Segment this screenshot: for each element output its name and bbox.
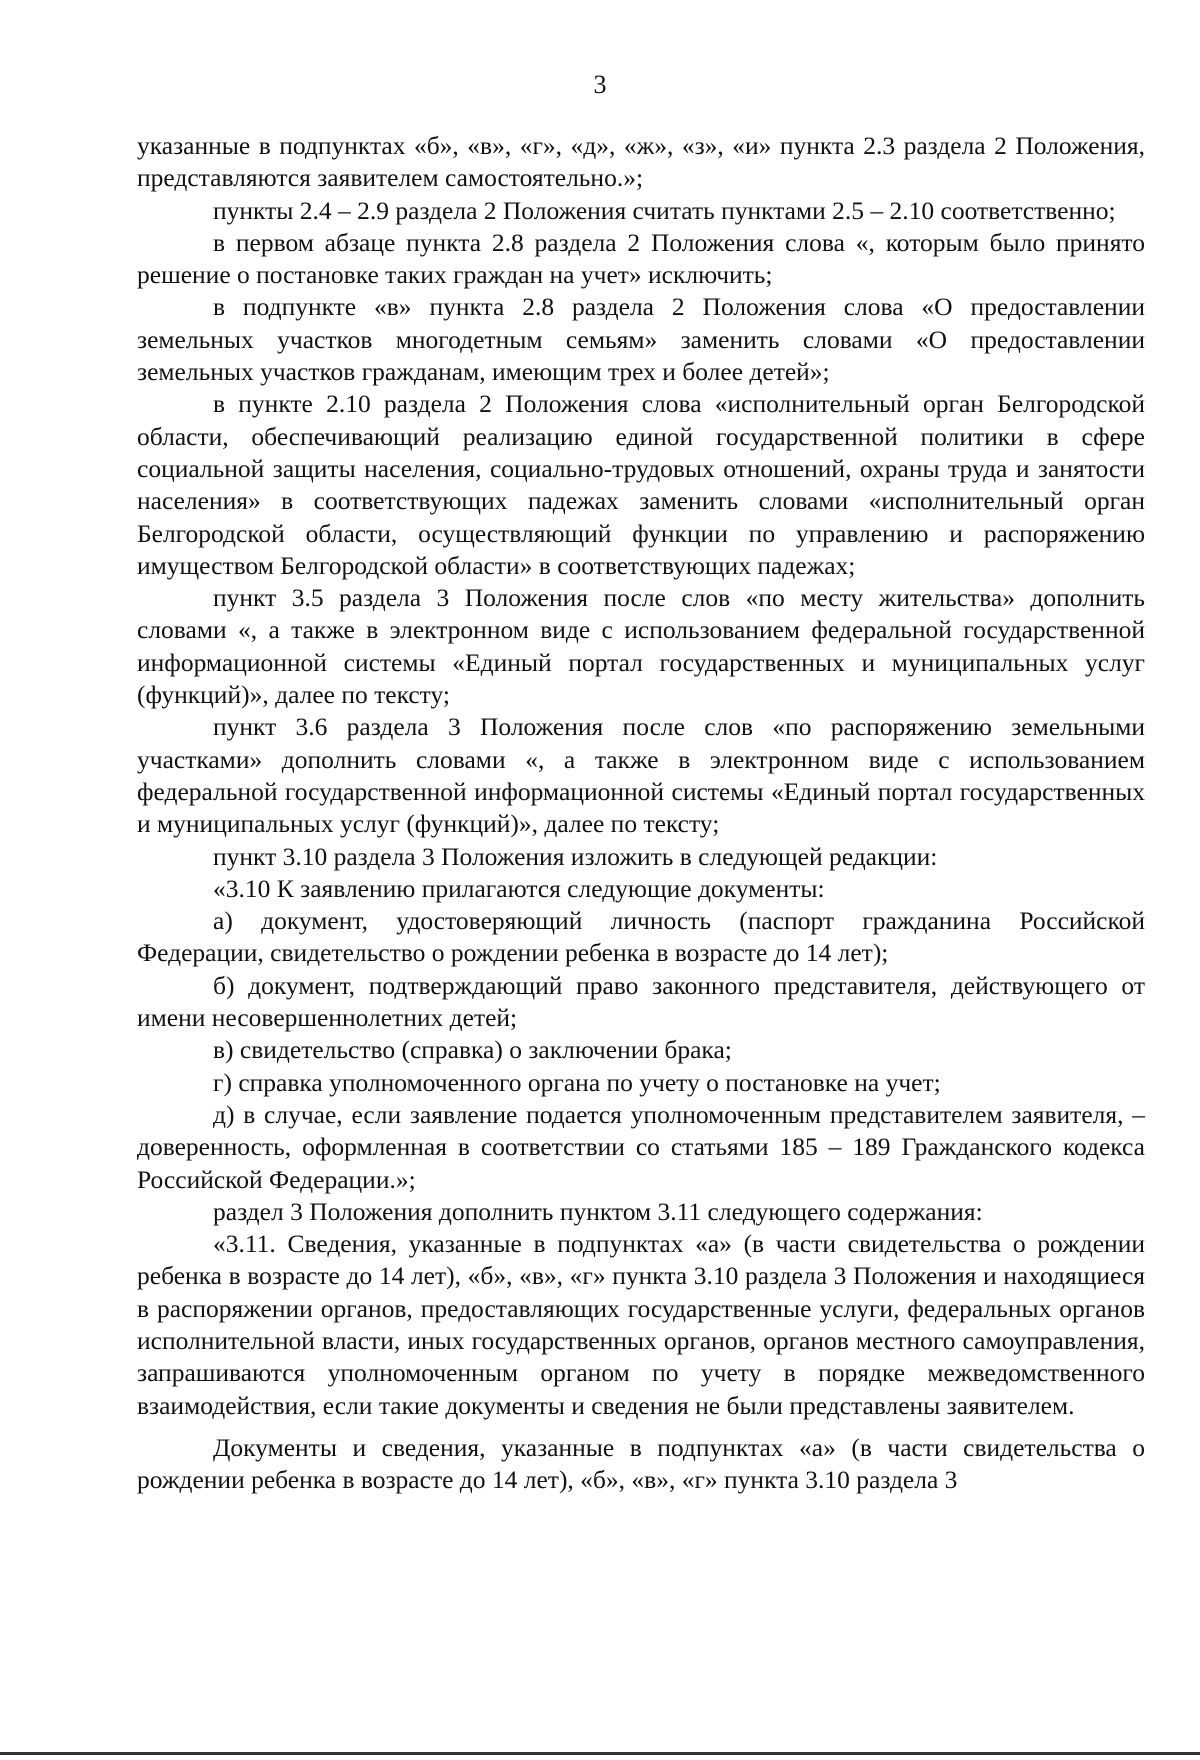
paragraph-continuation: указанные в подпунктах «б», «в», «г», «д», «ж», «з», «и» пункта 2.3 раздела 2 Положения, представляются заявителем самостоятельно.»; xyxy=(137,131,1145,193)
paragraph-2-10: в пункте 2.10 раздела 2 Положения слова «исполнительный орган Белгородской области, обеспечивающий реализацию единой государственной политики в сфере социальной защиты населения, социально-трудовых отношений, охраны труда и занятости населения» в соответствующих падежах заменить словами «исполнительный орган Белгородской области, осуществляющий функции по управлению и распоряжению имуществом Белгородской области» в соответствующих падежах; xyxy=(137,389,1145,580)
paragraph-3-11-text: «3.11. Сведения, указанные в подпунктах «а» (в части свидетельства о рождении ребенка в возрасте до 14 лет), «б», «в», «г» пункта 3.10 раздела 3 Положения и находящиеся в распоряжении органов, предоставляющих государственные услуги, федеральных органов исполнительной власти, иных государственных органов, органов местного самоуправления, запрашиваются уполномоченным органом по учету в порядке межведомственного взаимодействия, если такие документы и сведения не были представлены заявителем. xyxy=(137,1229,1145,1420)
paragraph-2-8-first-abzac: в первом абзаце пункта 2.8 раздела 2 Положения слова «, которым было принято решение о постановке таких граждан на учет» исключить; xyxy=(137,227,1145,290)
list-item-b: б) документ, подтверждающий право законного представителя, действующего от имени несовершеннолетних детей; xyxy=(137,970,1145,1033)
paragraph-3-5: пункт 3.5 раздела 3 Положения после слов «по месту жительства» дополнить словами «, а также в электронном виде с использованием федеральной государственной информационной системы «Единый портал государственных и муниципальных услуг (функций)», далее по тексту; xyxy=(137,583,1145,710)
paragraph-2-8-subpoint-v: в подпункте «в» пункта 2.8 раздела 2 Положения слова «О предоставлении земельных участков многодетным семьям» заменить словами «О предоставлении земельных участков гражданам, имеющим трех и более детей»; xyxy=(137,292,1145,387)
paragraph-3-10-heading: «3.10 К заявлению прилагаются следующие документы: xyxy=(213,873,825,903)
paragraph-3-10-intro: пункт 3.10 раздела 3 Положения изложить в следующей редакции: xyxy=(213,841,938,871)
paragraph-renumber-points: пункты 2.4 – 2.9 раздела 2 Положения считать пунктами 2.5 – 2.10 соответственно; xyxy=(213,195,1116,225)
page-number: 3 xyxy=(593,70,607,99)
list-item-d: д) в случае, если заявление подается уполномоченным представителем заявителя, – доверенность, оформленная в соответствии со статьями 185 – 189 Гражданского кодекса Российской Федерации.»; xyxy=(137,1099,1145,1194)
list-item-a: а) документ, удостоверяющий личность (паспорт гражданина Российской Федерации, свидетельство о рождении ребенка в возрасте до 14 лет); xyxy=(137,906,1145,968)
page-bottom-rule xyxy=(0,1752,1200,1755)
list-item-v: в) свидетельство (справка) о заключении брака; xyxy=(213,1035,732,1065)
document-body xyxy=(137,130,1145,1496)
paragraph-3-6: пункт 3.6 раздела 3 Положения после слов «по распоряжению земельными участками» дополнить словами «, а также в электронном виде с использованием федеральной государственной информационной системы «Единый портал государственных и муниципальных услуг (функций)», далее по тексту; xyxy=(137,712,1145,839)
list-item-g: г) справка уполномоченного органа по учету о постановке на учет; xyxy=(213,1067,941,1097)
paragraph-3-11-intro: раздел 3 Положения дополнить пунктом 3.11 следующего содержания: xyxy=(213,1196,983,1226)
paragraph-documents-info: Документы и сведения, указанные в подпунктах «а» (в части свидетельства о рождении ребенка в возрасте до 14 лет), «б», «в», «г» пункта 3.10 раздела 3 xyxy=(137,1432,1145,1495)
